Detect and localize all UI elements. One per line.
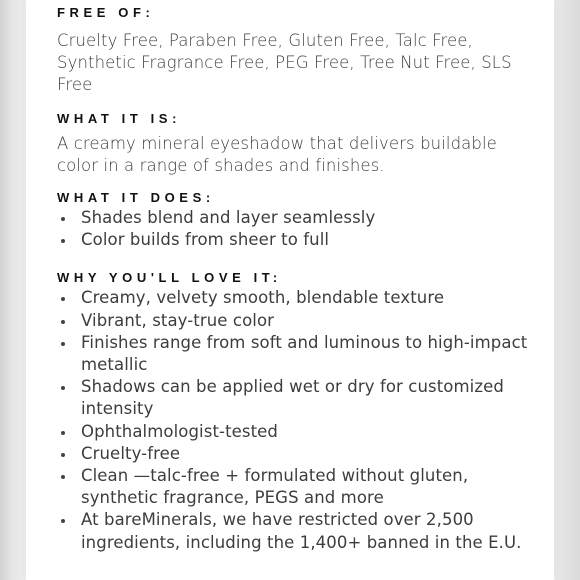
list-item: [57, 421, 537, 443]
what-it-is-heading: WHAT IT IS:: [57, 110, 182, 126]
what-it-is-section: [57, 110, 537, 177]
bullet-icon: [61, 239, 65, 243]
list-item-text: Finishes range from soft and luminous to high-impact metallic: [81, 332, 528, 375]
why-love-section: [57, 269, 537, 553]
list-item-text: Vibrant, stay-true color: [81, 310, 275, 330]
bullet-icon: [61, 217, 65, 221]
list-item: [57, 376, 537, 420]
what-it-does-section: [57, 189, 537, 251]
why-love-list: [57, 287, 537, 553]
product-description-card: [26, 0, 554, 580]
list-item-text: Shadows can be applied wet or dry for customized intensity: [81, 377, 504, 419]
bullet-icon: [61, 386, 65, 390]
list-item: [57, 287, 537, 309]
bullet-icon: [61, 320, 65, 324]
free-of-section: [57, 4, 537, 97]
list-item: [57, 332, 537, 376]
list-item-text: Color builds from sheer to full: [81, 230, 330, 250]
list-item: [57, 465, 537, 509]
product-description-content: [57, 0, 537, 554]
free-of-text: Cruelty Free, Paraben Free, Gluten Free, Talc Free, Synthetic Fragrance Free, PEG Free, Tree Nut Free, SLS Free: [57, 31, 512, 95]
what-it-does-heading: WHAT IT DOES:: [57, 190, 215, 206]
bullet-icon: [61, 297, 65, 301]
list-item-text: At bareMinerals, we have restricted over 2,500 ingredients, including the 1,400+ banned in the E.U.: [81, 510, 522, 552]
what-it-does-list: [57, 207, 537, 251]
list-item-text: Ophthalmologist-tested: [81, 421, 278, 441]
what-it-is-text: A creamy mineral eyeshadow that delivers buildable color in a range of shades and finishes.: [57, 133, 497, 175]
list-item-text: Creamy, velvety smooth, blendable texture: [81, 288, 445, 308]
list-item: [57, 443, 537, 465]
why-love-heading: WHY YOU'LL LOVE IT:: [57, 270, 282, 286]
list-item: [57, 509, 537, 553]
list-item-text: Shades blend and layer seamlessly: [81, 208, 376, 228]
bullet-icon: [61, 453, 65, 457]
list-item: [57, 310, 537, 332]
list-item: [57, 229, 537, 251]
free-of-heading: FREE OF:: [57, 5, 155, 20]
list-item-text: Clean —talc-free + formulated without gluten, synthetic fragrance, PEGS and more: [81, 466, 469, 508]
bullet-icon: [61, 431, 65, 435]
bullet-icon: [61, 475, 65, 479]
bullet-icon: [61, 342, 65, 346]
bullet-icon: [61, 519, 65, 523]
list-item-text: Cruelty-free: [81, 443, 181, 463]
list-item: [57, 207, 537, 229]
